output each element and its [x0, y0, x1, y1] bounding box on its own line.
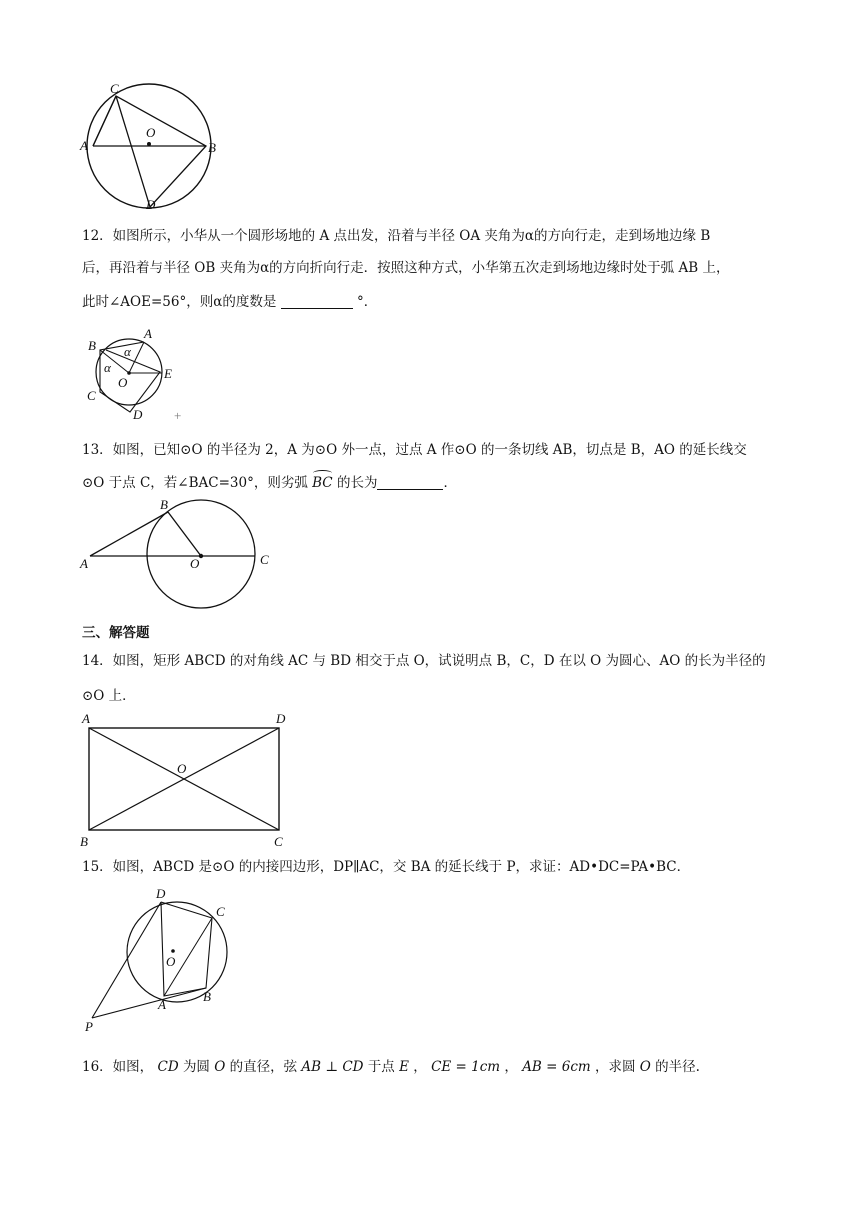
figure-tangent — [78, 496, 278, 614]
label-c: C — [87, 388, 96, 403]
q14-line2: ⊙O 上． — [82, 688, 136, 704]
q13-line2 — [82, 473, 457, 493]
label-d: D — [276, 711, 286, 726]
q16-text-2: 为圆 — [182, 1059, 210, 1075]
label-a: A — [144, 326, 152, 341]
q16-text-4: 于点 — [367, 1059, 395, 1075]
q16-text-7: ，求圆 — [595, 1059, 636, 1075]
label-b: B — [203, 989, 211, 1004]
q14-line1: 14．如图，矩形 ABCD 的对角线 AC 与 BD 相交于点 O，试说明点 B，C，D 在以 O 为圆心、AO 的长为半径的 — [82, 653, 766, 669]
math-o: O — [214, 1059, 226, 1075]
label-b: B — [80, 834, 88, 849]
q13-line2-end: ． — [443, 475, 457, 491]
q16-text-6: ， — [504, 1059, 518, 1075]
math-cd: CD — [157, 1059, 179, 1075]
q13-line1: 13．如图，已知⊙O 的半径为 2，A 为⊙O 外一点，过点 A 作⊙O 的一条切线 AB，切点是 B，AO 的延长线交 — [82, 442, 747, 458]
label-d: D — [133, 407, 143, 422]
q13-line2-text: ⊙O 于点 C，若∠BAC=30°，则劣弧 — [82, 475, 308, 491]
q16-text-8: 的半径. — [655, 1059, 700, 1075]
label-e: E — [164, 366, 172, 381]
answer-blank — [377, 475, 443, 490]
label-a: A — [80, 138, 88, 153]
label-o: O — [118, 375, 128, 390]
section-heading: 三、解答题 — [82, 625, 150, 641]
label-a: A — [82, 711, 90, 726]
q12-line2: 后，再沿着与半径 OB 夹角为α的方向折向行走．按照这种方式，小华第五次走到场地边缘时处于弧 AB 上， — [82, 260, 730, 276]
q13-line2-mid: 的长为 — [336, 475, 378, 491]
label-b: B — [208, 140, 216, 155]
stray-mark: + — [174, 408, 182, 423]
figure-inscribed-quadrilateral — [82, 888, 242, 1034]
label-c: C — [216, 904, 225, 919]
math-e: E — [399, 1059, 409, 1075]
label-o: O — [190, 556, 200, 571]
label-b: B — [160, 497, 168, 512]
label-c: C — [260, 552, 269, 567]
label-c: C — [110, 81, 119, 96]
label-alpha-2: α — [104, 360, 111, 375]
figure-walking-path — [84, 326, 194, 422]
label-a: A — [158, 997, 166, 1012]
label-o: O — [177, 761, 187, 776]
label-b: B — [88, 338, 96, 353]
label-d: D — [146, 197, 156, 212]
q12-line3 — [82, 292, 377, 312]
label-a: A — [80, 556, 88, 571]
q16-line1 — [82, 1057, 700, 1077]
math-o-2: O — [639, 1059, 651, 1075]
figure-rectangle — [78, 710, 298, 850]
q12-line1: 12．如图所示，小华从一个圆形场地的 A 点出发，沿着与半径 OA 夹角为α的方向行走，走到场地边缘 B — [82, 228, 711, 244]
label-o: O — [166, 954, 176, 969]
q16-text-3: 的直径，弦 — [229, 1059, 298, 1075]
label-p: P — [85, 1019, 93, 1034]
math-ab-perp-cd: AB ⊥ CD — [301, 1059, 364, 1075]
q15-line1: 15．如图，ABCD 是⊙O 的内接四边形，DP∥AC，交 BA 的延长线于 P，求证：AD•DC=PA•BC． — [82, 859, 691, 875]
math-ab: AB = 6cm — [522, 1059, 591, 1075]
figure-circle-abcd — [78, 82, 228, 217]
label-c: C — [274, 834, 283, 849]
math-ce: CE = 1cm — [431, 1059, 501, 1075]
label-d: D — [156, 886, 166, 901]
q12-line3-text: 此时∠AOE=56°，则α的度数是 — [82, 294, 277, 310]
q16-text-1: 16．如图， — [82, 1059, 154, 1075]
label-o: O — [146, 125, 156, 140]
label-alpha-1: α — [124, 344, 131, 359]
q12-line3-unit: °． — [356, 294, 378, 310]
arc-bc: BC — [312, 475, 333, 491]
answer-blank — [281, 294, 353, 309]
q16-text-5: ， — [413, 1059, 427, 1075]
